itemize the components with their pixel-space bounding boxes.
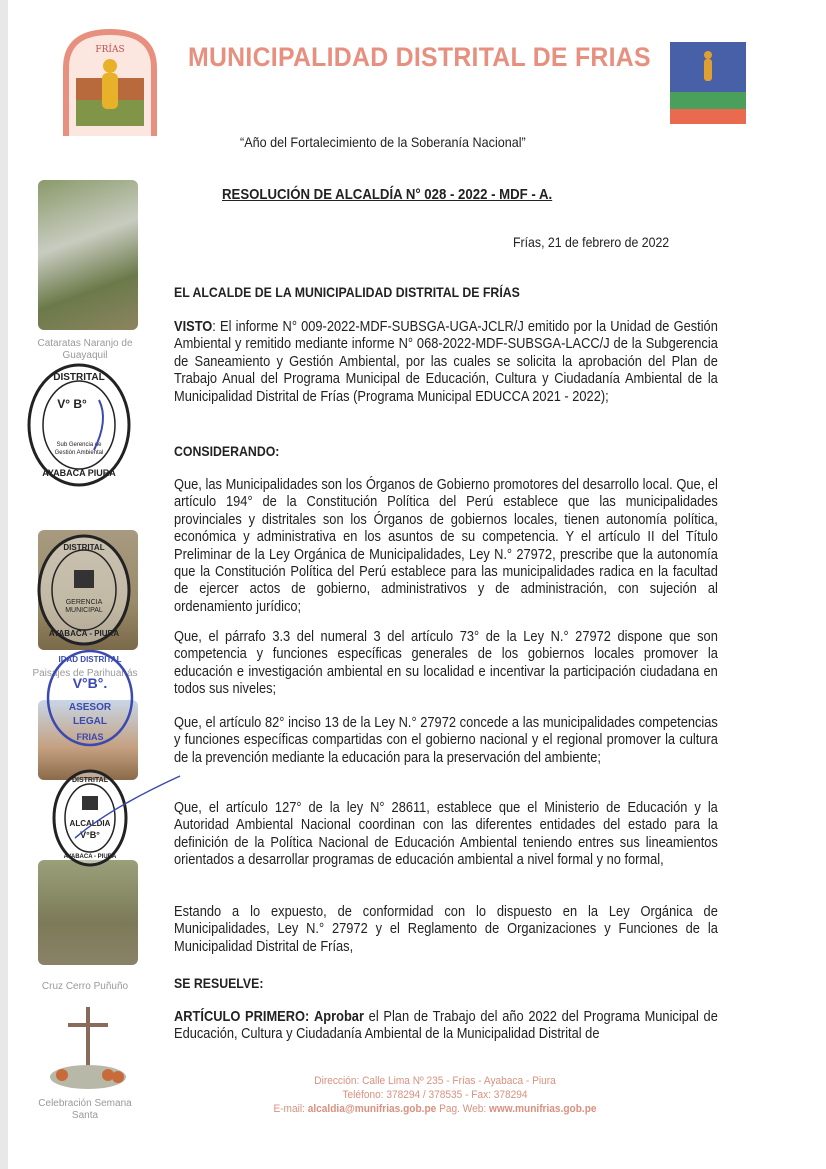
- svg-text:FRIAS: FRIAS: [76, 732, 104, 742]
- footer-web-link[interactable]: www.munifrias.gob.pe: [488, 1103, 597, 1115]
- se-resuelve-heading: SE RESUELVE:: [174, 975, 264, 991]
- svg-text:LEGAL: LEGAL: [73, 716, 107, 727]
- svg-text:DISTRITAL: DISTRITAL: [71, 777, 109, 784]
- svg-text:GERENCIA: GERENCIA: [65, 599, 103, 606]
- authority-heading: EL ALCALDE DE LA MUNICIPALIDAD DISTRITAL DE FRÍAS: [174, 284, 520, 300]
- resolution-title: RESOLUCIÓN DE ALCALDÍA N° 028 - 2022 - MDF - A.: [222, 186, 553, 203]
- svg-text:AYABACA - PIURA: AYABACA - PIURA: [48, 629, 120, 638]
- document-date: Frías, 21 de febrero de 2022: [513, 234, 670, 250]
- district-flag: [670, 42, 746, 124]
- svg-text:Sub Gerencia de: Sub Gerencia de: [56, 442, 102, 448]
- considerando-heading: CONSIDERANDO:: [174, 443, 280, 459]
- svg-text:V° B°: V° B°: [57, 397, 87, 411]
- svg-text:MUNICIPAL: MUNICIPAL: [65, 607, 103, 614]
- hill-cross-photo: [38, 860, 138, 965]
- considerando-paragraph: Que, el párrafo 3.3 del numeral 3 del artículo 73° de la Ley N.° 27972 dispone que son competencia y funciones específicas generales de los gobiernos locales promover la educación e investigación ambiental en su localidad e incentivar la participación ciudadana en todos sus niveles;: [174, 629, 718, 698]
- subsga-stamp: [24, 360, 134, 490]
- organization-name: MUNICIPALIDAD DISTRITAL DE FRIAS: [188, 42, 651, 72]
- photo-caption: Cataratas Naranjo de Guayaquil: [37, 338, 133, 361]
- article-one-paragraph: ARTÍCULO PRIMERO: Aprobar el Plan de Trabajo del año 2022 del Programa Municipal de Educación, Cultura y Ciudadanía Ambiental de la Municipalidad Distrital de: [174, 1009, 718, 1043]
- year-motto: “Año del Fortalecimiento de la Soberanía Nacional”: [240, 134, 526, 150]
- svg-text:Gestión Ambiental: Gestión Ambiental: [54, 450, 104, 456]
- municipal-logo: [62, 28, 158, 138]
- considerando-paragraph: Que, el artículo 127° de la ley N° 28611, establece que el Ministerio de Educación y la Autoridad Ambiental Nacional coordinan con las diferentes entidades del estado para la definición de la Política Nacional de Educación Ambiental teniendo entres sus lineamientos orientados a desarrollar programas de educación ambiental a nivel formal y no formal,: [174, 800, 718, 869]
- svg-text:ASESOR: ASESOR: [68, 702, 112, 713]
- photo-caption: Paisajes de Parihuanás: [32, 668, 138, 679]
- scan-edge: [0, 0, 8, 1169]
- svg-text:IDAD DISTRITAL: IDAD DISTRITAL: [58, 655, 122, 664]
- visto-paragraph: VISTO: El informe N° 009-2022-MDF-SUBSGA-UGA-JCLR/J emitido por la Unidad de Gestión Ambiental y remitido mediante informe N° 068-2022-MDF-SUBSGA-LACC/J de la Subgerencia de Saneamiento y Gestión Ambiental, por las cuales se solicita la aprobación del Plan de Trabajo Anual del Programa Municipal de Educación, Cultura y Ciudadanía Ambiental de la Municipalidad Distrital de Frías (Programa Municipal EDUCCA 2021 - 2022);: [174, 319, 718, 405]
- considerando-paragraph: Estando a lo expuesto, de conformidad con lo dispuesto en la Ley Orgánica de Municipalidades, Ley N.° 27972 y el Reglamento de Organizaciones y Funciones de la Municipalidad Distrital de Frías,: [174, 904, 718, 955]
- svg-text:AYABACA PIURA: AYABACA PIURA: [42, 468, 116, 478]
- considerando-paragraph: Que, las Municipalidades son los Órganos de Gobierno promotores del desarrollo local. Que, el artículo 194° de la Constitución Política del Perú establece que las municipalidades provinciales y distritales son los Órganos de gobiernos locales, tienen autonomía política, económica y administrativa en los asuntos de su competencia. Y el artículo II del Título Preliminar de la Ley Orgánica de Municipalidades, Ley N.° 27972, prescribe que la autonomía que la Constitución Política del Perú establece para las municipalidades radica en la facultad de ejercer actos de gobierno, administrativos y de administración, con sujeción al ordenamiento jurídico;: [174, 477, 718, 615]
- asesor-legal-stamp: [44, 648, 136, 748]
- svg-text:AYABACA - PIURA: AYABACA - PIURA: [63, 854, 117, 860]
- svg-text:DISTRITAL: DISTRITAL: [63, 543, 105, 552]
- svg-text:V°B°: V°B°: [80, 830, 100, 840]
- svg-text:ALCALDIA: ALCALDIA: [69, 819, 111, 828]
- svg-text:FRÍAS: FRÍAS: [95, 45, 125, 55]
- photo-caption: Cruz Cerro Puñuño: [41, 981, 129, 992]
- considerando-paragraph: Que, el artículo 82° inciso 13 de la Ley N.° 27972 concede a las municipalidades competencias y funciones específicas compartidas con el gobierno nacional y el regional promover la cultura de la prevención mediante la educación para la preservación del ambiente;: [174, 715, 718, 766]
- svg-text:V°B°.: V°B°.: [72, 675, 108, 691]
- footer-address: Dirección: Calle Lima Nº 235 - Frías - Ayabaca - Piura: [314, 1075, 556, 1087]
- footer-contact: Dirección: Calle Lima Nº 235 - Frías - Ayabaca - Piura Teléfono: 378294 / 378535 - Fax: 378294 E-mail: alcaldia@munifrias.gob.pe Pag. Web: www.munifrias.gob.pe: [246, 1074, 623, 1116]
- footer-phone: Teléfono: 378294 / 378535 - Fax: 378294: [342, 1089, 528, 1101]
- semana-santa-photo: [48, 1005, 128, 1090]
- alcaldia-stamp: [50, 768, 230, 868]
- visto-label: VISTO: [174, 319, 213, 335]
- footer-email-link[interactable]: alcaldia@munifrias.gob.pe: [307, 1103, 437, 1115]
- svg-text:DISTRITAL: DISTRITAL: [53, 372, 105, 383]
- waterfall-photo: [38, 180, 138, 330]
- photo-caption: Celebración Semana Santa: [38, 1098, 132, 1121]
- gerencia-stamp: [34, 532, 134, 648]
